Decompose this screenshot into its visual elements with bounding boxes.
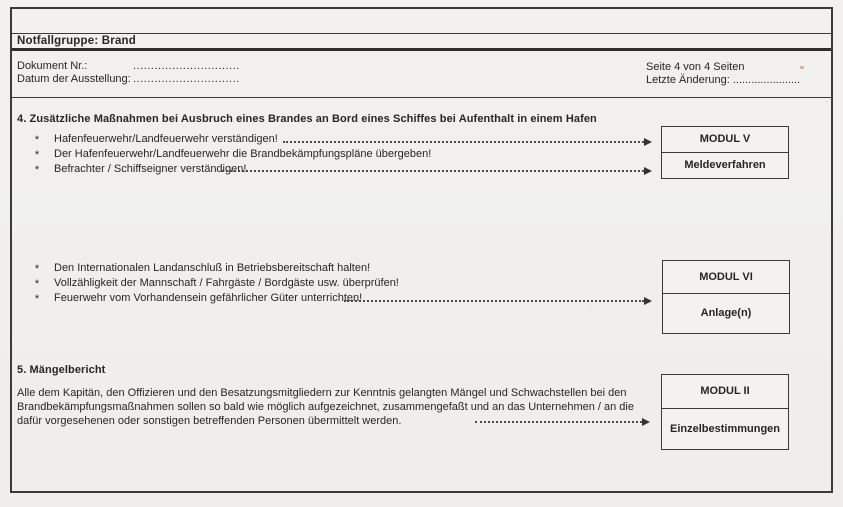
- bullet-marker: *: [34, 149, 40, 161]
- document-number-label: Dokument Nr.:: [17, 60, 88, 72]
- modul-vi-subtitle: Anlage(n): [700, 307, 752, 319]
- last-change-label: Letzte Änderung:: [646, 74, 730, 86]
- document-number-blank: ..............................: [133, 60, 240, 72]
- modul-ii-box: [661, 374, 789, 450]
- document-frame: Notfallgruppe: Brand Dokument Nr.: .............................. Datum der Ausstellung: .............................. Seite 4 von 4 Seiten Letzte Änderung: ...................... 4. Zusätzliche Maßnahmen bei Ausbruch eines Brandes an Bord eines Schiffes bei Aufenthalt in einem Hafen * Hafenfeuerwehr/Landfeuerwehr verständigen! * Der Hafenfeuerwehr/Landfeuerwehr die Brandbekämpfungspläne übergeben! * Befrachter / Schiffseigner verständigen! * Den Internationalen Landanschluß in Betriebsbereitschaft halten! * Vollzähligkeit der Mannschaft / Fahrgäste / Bordgäste usw. überprüfen! * Feuerwehr vom Vorhandensein gefährlicher Güter unterrichten! 5. Mängelbericht Alle dem Kapitän, den Offizieren und den Besatzungsmitgliedern zur Kenntnis gelangten Mängel und Schwachstellen bei den Brandbekämpfungsmaßnahmen sollen so bald wie möglich aufgezeichnet, zusammengefaßt und an das Unternehmen / an die dafür vorgesehenen oder sonstigen betreffenden Personen übermittelt werden. MODUL V Meldeverfahren MODUL VI Anlage(n) MODUL II Einzelbestimmungen: [10, 7, 833, 493]
- dotted-arrow-to-modul-v: [222, 170, 644, 172]
- bullet-marker: *: [34, 134, 40, 146]
- modul-v-box: [661, 126, 789, 179]
- dotted-arrow-to-modul-v: [283, 141, 644, 143]
- dotted-arrow-to-modul-vi: [344, 300, 644, 302]
- issue-date-label: Datum der Ausstellung:: [17, 73, 131, 85]
- section-4-heading: 4. Zusätzliche Maßnahmen bei Ausbruch eines Brandes an Bord eines Schiffes bei Aufenthalt in einem Hafen: [17, 113, 597, 125]
- last-change-blank: ......................: [732, 74, 801, 86]
- dotted-arrow-to-modul-ii: [475, 421, 642, 423]
- page-count: Seite 4 von 4 Seiten: [646, 61, 745, 73]
- document-title-band: [12, 33, 831, 51]
- modul-ii-title: MODUL II: [662, 375, 788, 409]
- modul-ii-subtitle: Einzelbestimmungen: [669, 423, 781, 435]
- modul-v-title: MODUL V: [662, 127, 788, 153]
- bullet-marker: *: [34, 278, 40, 290]
- document-number-row: [17, 60, 240, 73]
- document-meta-right: [646, 61, 800, 87]
- modul-v-subtitle: Meldeverfahren: [684, 159, 766, 171]
- page-title: Notfallgruppe: Brand: [17, 35, 136, 47]
- scan-speck-artifact: [800, 66, 804, 69]
- section-5-paragraph: Alle dem Kapitän, den Offizieren und den Besatzungsmitgliedern zur Kenntnis gelangten Mängel und Schwachstellen bei den Brandbekämpfungsmaßnahmen sollen so bald wie möglich aufgezeichnet, zusammengefaßt und an das Unternehmen / an die dafür vorgesehenen oder sonstigen betreffenden Personen übermittelt werden.: [17, 387, 634, 427]
- bullet-marker: *: [34, 164, 40, 176]
- modul-vi-box: [662, 260, 790, 334]
- bullet-marker: *: [34, 293, 40, 305]
- section-5-heading: 5. Mängelbericht: [17, 364, 106, 376]
- header-divider-line: [12, 97, 831, 98]
- modul-vi-title: MODUL VI: [663, 261, 789, 294]
- issue-date-row: [17, 73, 240, 86]
- document-meta-left: [17, 60, 240, 86]
- last-change-row: [646, 74, 800, 87]
- bullet-marker: *: [34, 263, 40, 275]
- issue-date-blank: ..............................: [133, 73, 240, 85]
